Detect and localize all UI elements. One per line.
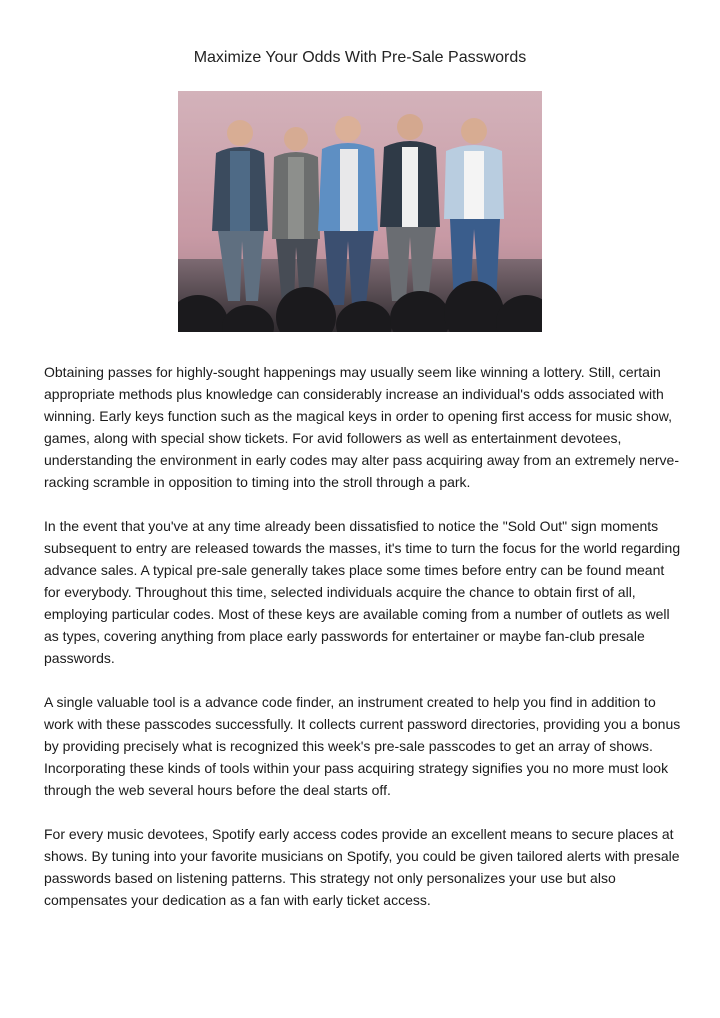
paragraph: A single valuable tool is a advance code finder, an instrument created to help you find in addition to work with these passcodes successfully. It collects current password directories, providing you a bonus by providing precisely what is recognized this week's pre-sale passcodes to get an array of shows. Incorporating these kinds of tools within your pass acquiring strategy signifies you no more must look through the web several hours before the deal starts off. <box>44 694 681 798</box>
paragraph: For every music devotees, Spotify early access codes provide an excellent means to secure places at shows. By tuning into your favorite musicians on Spotify, you could be given tailored alerts with presale passwords based on listening patterns. This strategy not only personalizes your use but also compensates your dedication as a fan with early ticket access. <box>44 826 680 908</box>
article-body <box>44 361 684 933</box>
paragraph: Obtaining passes for highly-sought happenings may usually seem like winning a lottery. Still, certain appropriate methods plus knowledge can considerably increase an individual's odds associated with winning. Early keys function such as the magical keys in order to opening first access for music show, games, along with special show tickets. For avid followers as well as entertainment devotees, understanding the environment in early codes may alter pass acquiring away from an extremely nerve-racking scramble in opposition to timing into the stroll through a park. <box>44 364 679 490</box>
document-title: Maximize Your Odds With Pre-Sale Passwords <box>193 49 527 66</box>
paragraph: In the event that you've at any time already been dissatisfied to notice the "Sold Out" sign moments subsequent to entry are released towards the masses, it's time to turn the focus for the world regarding advance sales. A typical pre-sale generally takes place some times before entry can be found meant for everybody. Throughout this time, selected individuals acquire the chance to obtain first of all, employing particular codes. Most of these keys are available coming from a number of outlets as well as types, covering anything from place early passwords for entertainer or maybe fan-club presale passwords. <box>44 518 681 666</box>
band-on-stage-photo <box>178 91 542 332</box>
